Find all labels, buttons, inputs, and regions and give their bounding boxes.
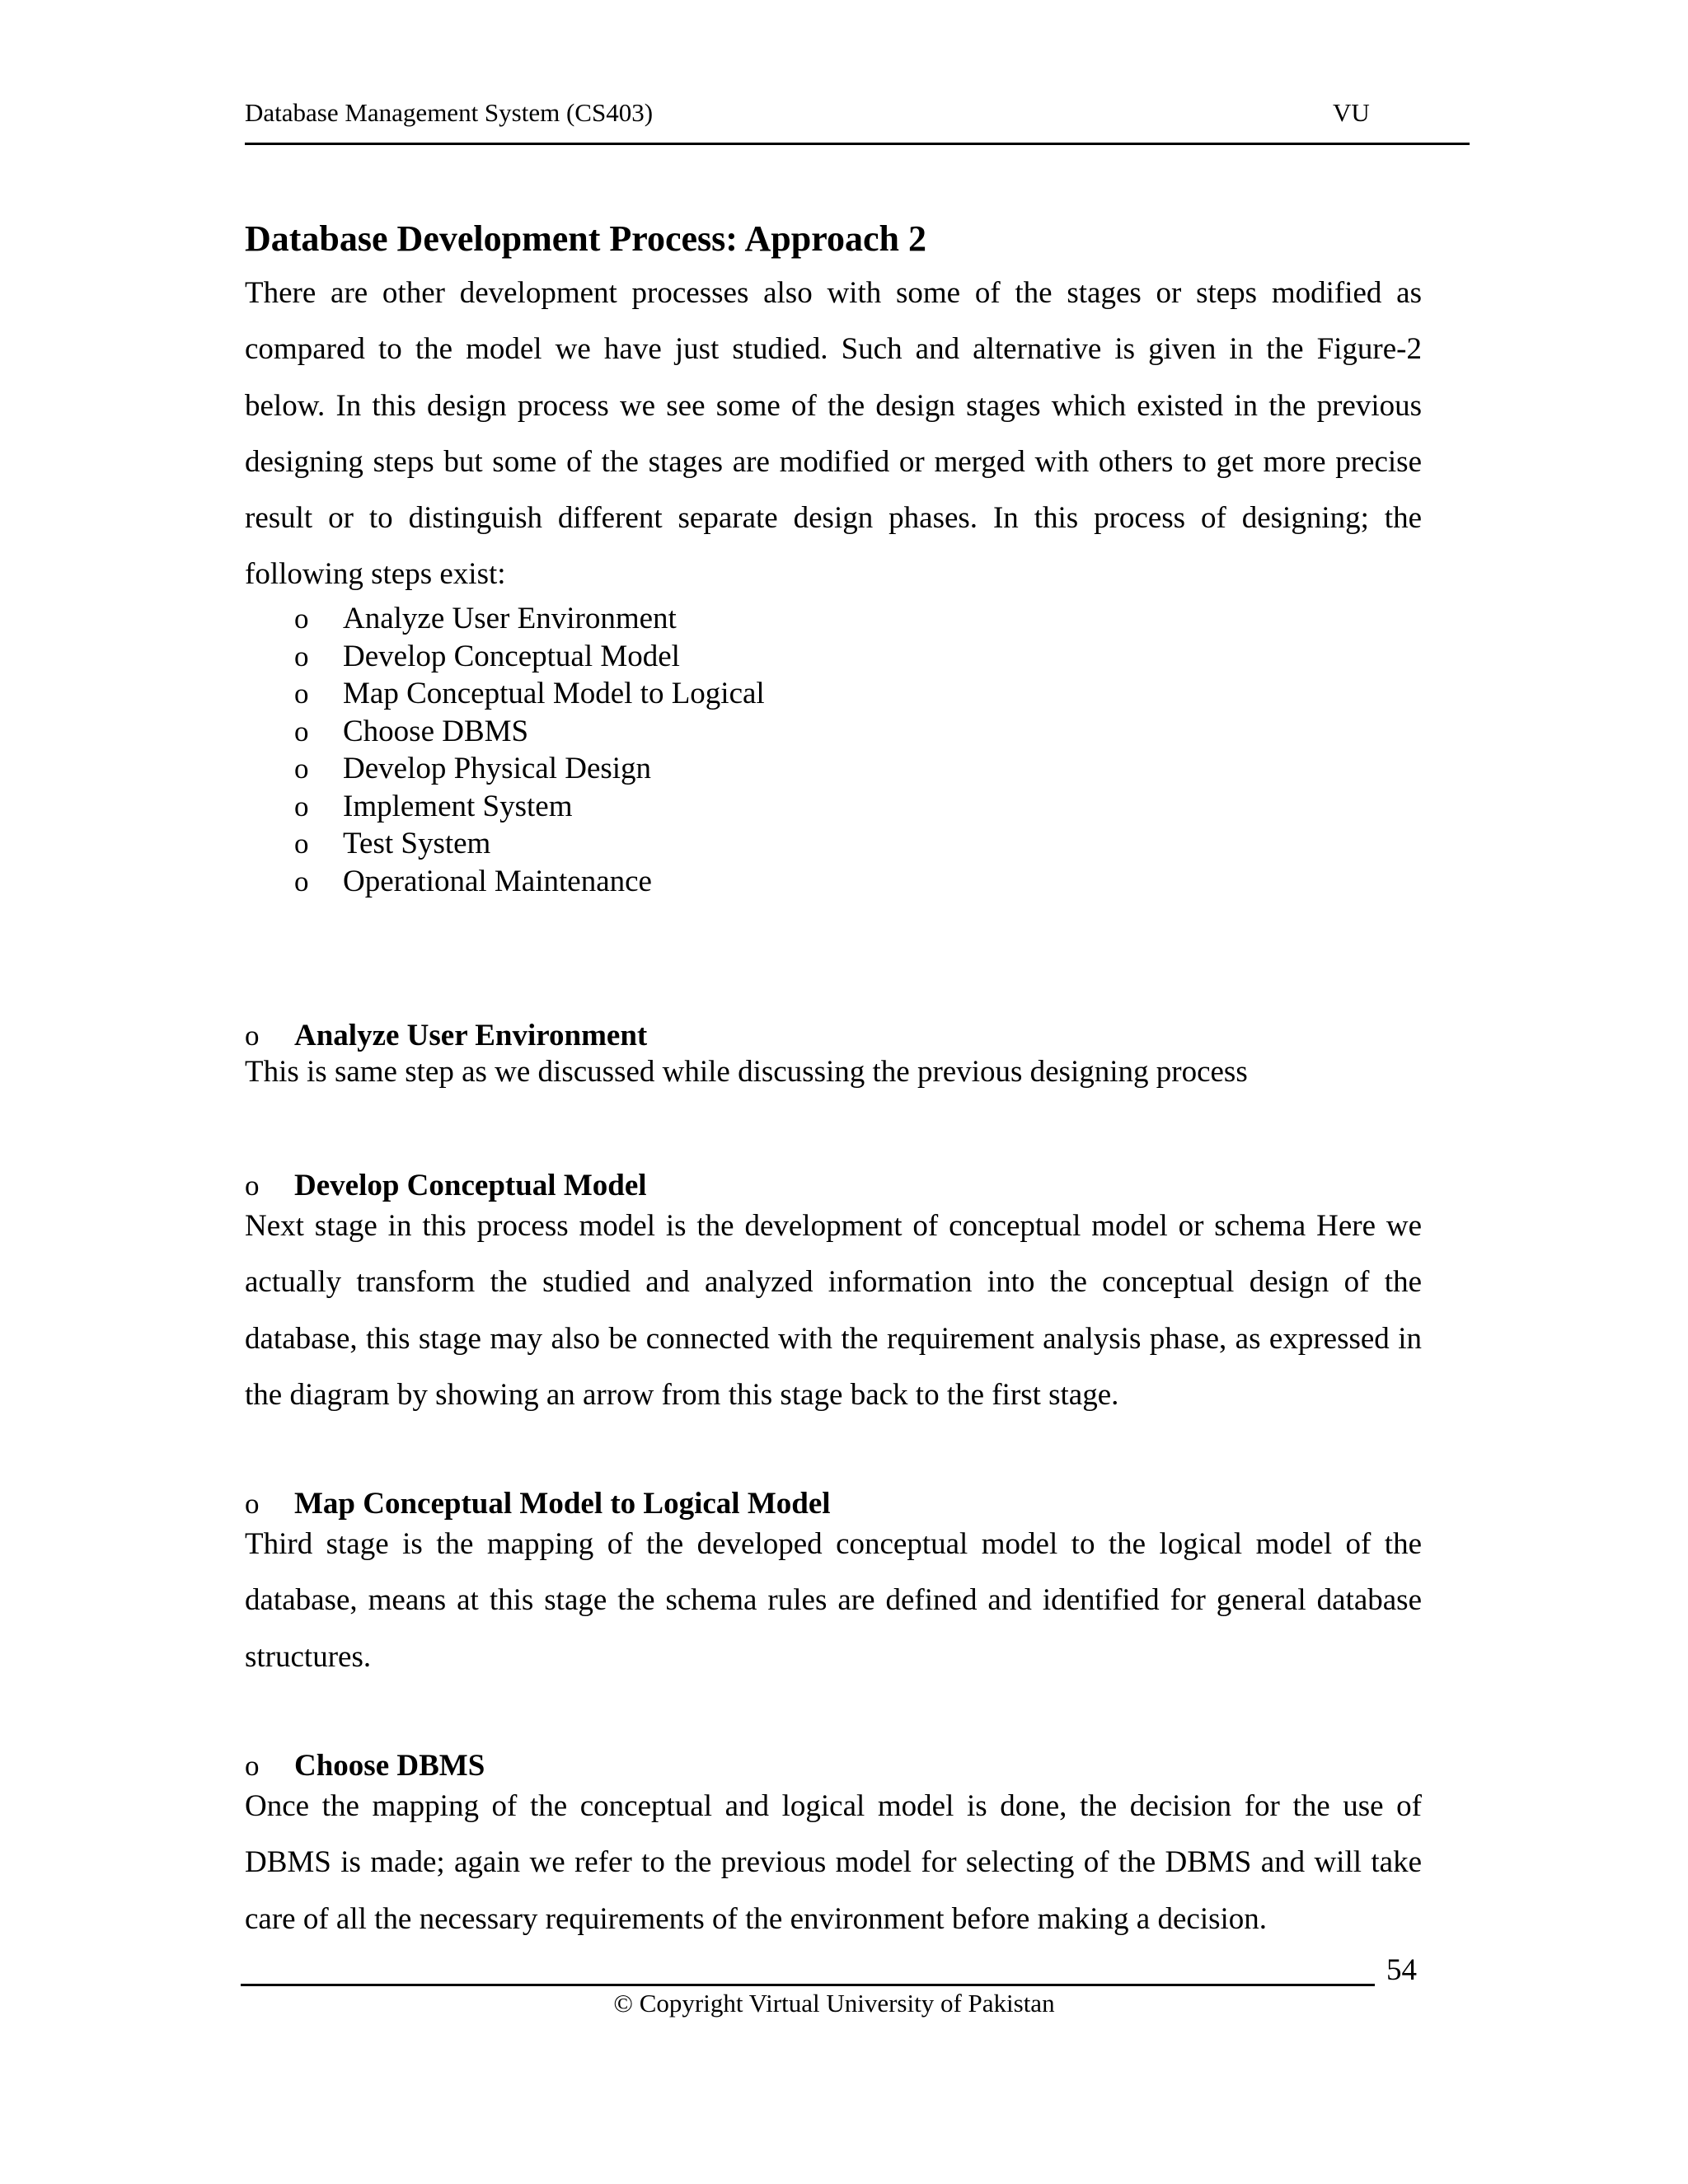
bullet-icon: o: [294, 602, 309, 635]
section-heading-label: Analyze User Environment: [294, 1019, 648, 1052]
section-body: Third stage is the mapping of the developed conceptual model to the logical model of the database, means at this stage the schema rules are defined and identified for general database structures.: [245, 1527, 1422, 1674]
list-item: [245, 750, 765, 788]
step-label: Map Conceptual Model to Logical: [343, 677, 765, 710]
intro-paragraph: There are other development processes also with some of the stages or steps modified as compared to the model we have just studied. Such and alternative is given in the Figure-2 below. In this design process we see some of the design stages which existed in the previous designing steps but some of the stages are modified or merged with others to get more precise result or to distinguish different separate design phases. In this process of designing; the following steps exist:: [245, 276, 1422, 592]
step-label: Test System: [343, 827, 491, 860]
footer-divider: [241, 1984, 1375, 1986]
section-body: Once the mapping of the conceptual and logical model is done, the decision for the use of DBMS is made; again we refer to the previous model for selecting of the DBMS and will take care of all the necessary requirements of the environment before making a decision.: [245, 1789, 1422, 1936]
bullet-icon: o: [294, 827, 309, 860]
page-number: 54: [1386, 1953, 1417, 1987]
bullet-icon: o: [245, 1750, 260, 1782]
list-item: [245, 863, 765, 901]
bullet-icon: o: [245, 1169, 260, 1202]
list-item: [245, 600, 765, 638]
section-body: Next stage in this process model is the development of conceptual model or schema Here we actually transform the studied and analyzed information into the conceptual design of the database, this stage may also be connected with the requirement analysis phase, as expressed in the diagram by showing an arrow from this stage back to the first stage.: [245, 1209, 1422, 1412]
section-body: This is same step as we discussed while discussing the previous designing process: [245, 1055, 1248, 1089]
header-course-title: Database Management System (CS403): [245, 98, 654, 127]
header-divider: [245, 143, 1470, 145]
step-label: Choose DBMS: [343, 714, 529, 748]
step-label: Operational Maintenance: [343, 864, 652, 898]
bullet-icon: o: [294, 715, 309, 748]
section-heading-label: Map Conceptual Model to Logical Model: [294, 1487, 831, 1521]
bullet-icon: o: [294, 865, 309, 898]
list-item: [245, 788, 765, 826]
bullet-icon: o: [294, 752, 309, 785]
step-label: Develop Conceptual Model: [343, 639, 680, 673]
bullet-icon: o: [245, 1019, 260, 1052]
bullet-icon: o: [294, 640, 309, 673]
list-item: [245, 713, 765, 751]
header-institution: VU: [1333, 98, 1370, 127]
bullet-icon: o: [294, 790, 309, 823]
copyright-notice: © Copyright Virtual University of Pakistan: [613, 1989, 1055, 2018]
list-item: [245, 825, 765, 863]
section-heading-label: Choose DBMS: [294, 1749, 485, 1783]
steps-list: [245, 600, 765, 900]
section-heading-label: Develop Conceptual Model: [294, 1169, 647, 1202]
step-label: Develop Physical Design: [343, 752, 652, 785]
bullet-icon: o: [245, 1488, 260, 1520]
list-item: [245, 675, 765, 713]
bullet-icon: o: [294, 677, 309, 710]
step-label: Implement System: [343, 789, 573, 823]
step-label: Analyze User Environment: [343, 602, 677, 635]
page-title: Database Development Process: Approach 2: [245, 218, 926, 259]
list-item: [245, 638, 765, 676]
